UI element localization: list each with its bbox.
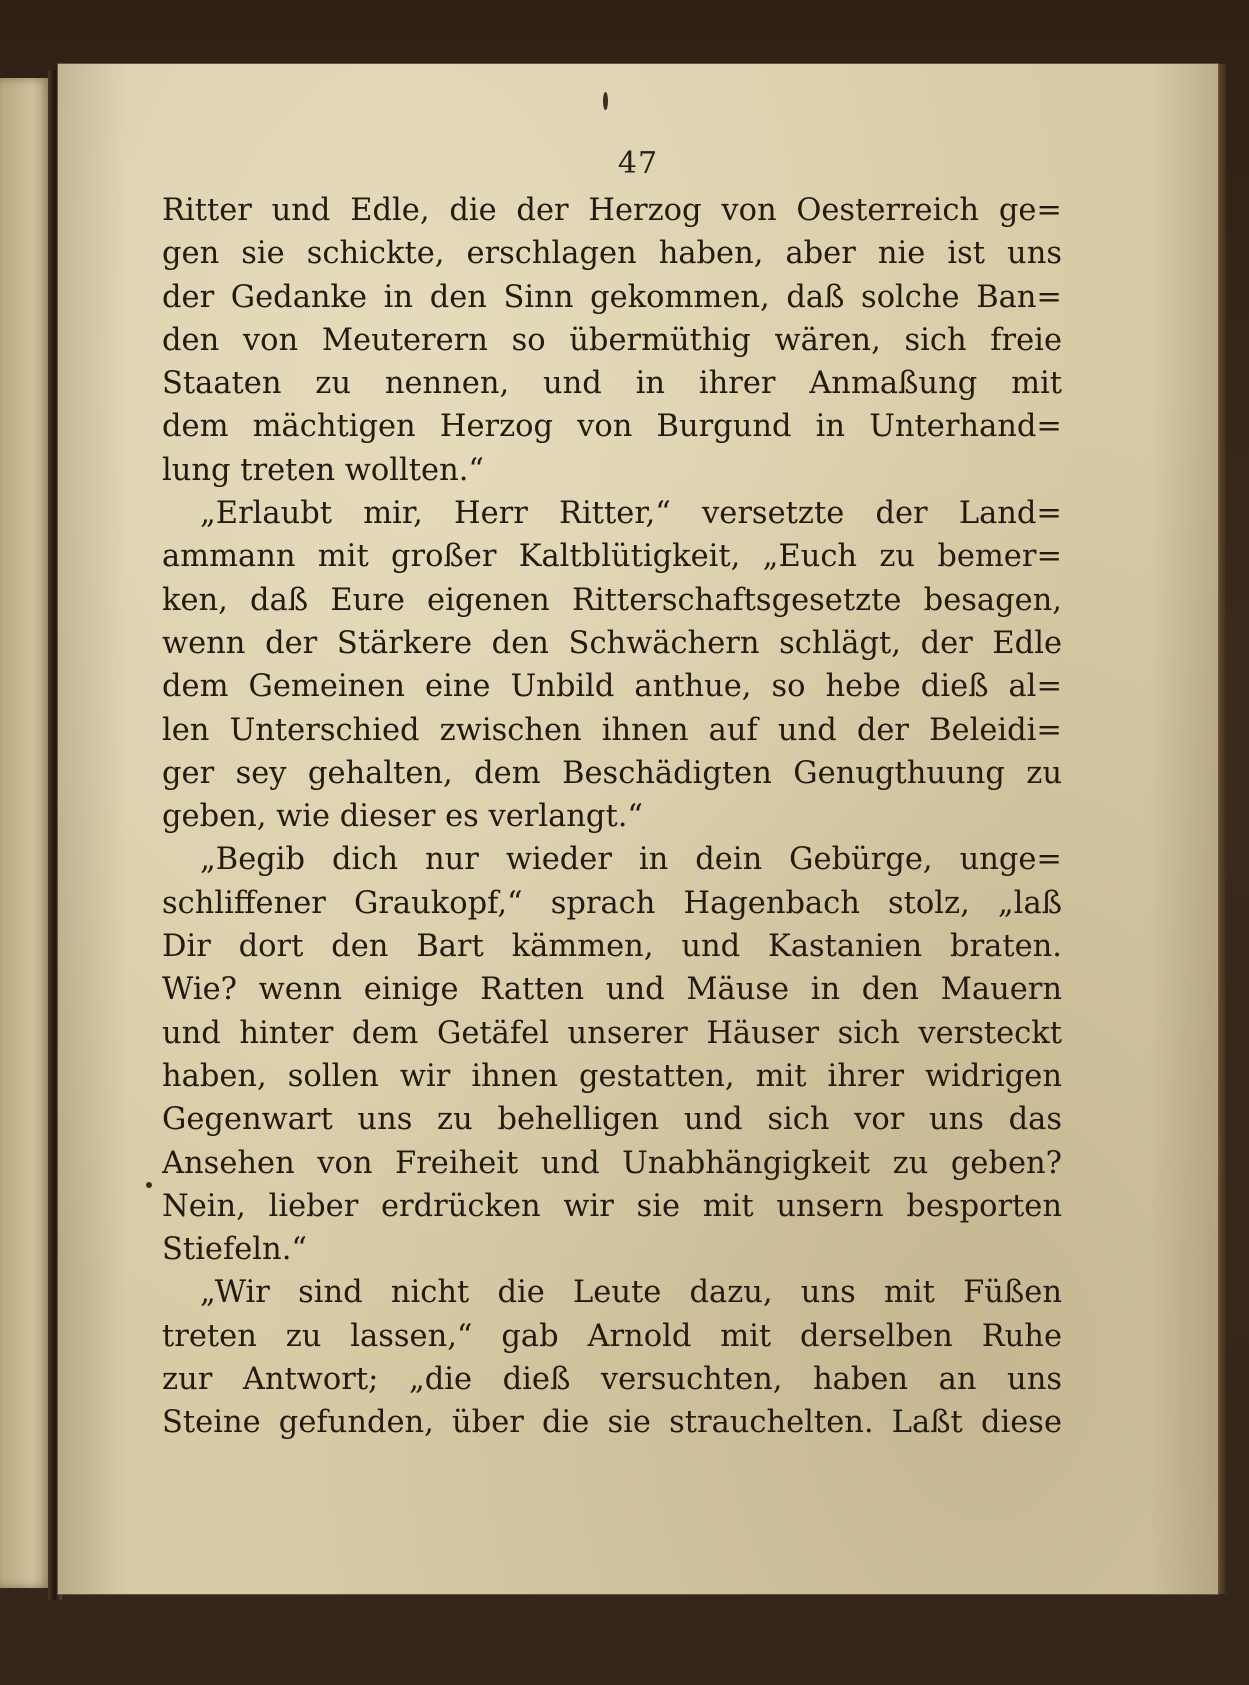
text-line: dem Gemeinen eine Unbild anthue, so hebe dieß al= [162,669,1062,705]
text-line: Gegenwart uns zu behelligen und sich vor uns das [162,1102,1062,1138]
text-line: Steine gefunden, über die sie strauchelten. Laßt diese [162,1405,1062,1441]
text-line: „Erlaubt mir, Herr Ritter,“ versetzte der Land= [200,496,1062,532]
text-line: „Begib dich nur wieder in dein Gebürge, unge= [200,842,1062,878]
left-page-edge [0,78,52,1588]
text-line: wenn der Stärkere den Schwächern schlägt, der Edle [162,625,1062,661]
text-line: ammann mit großer Kaltblütigkeit, „Euch zu bemer= [162,539,1062,575]
page-number: 47 [617,146,659,181]
text-line: Dir dort den Bart kämmen, und Kastanien braten. [162,929,1062,965]
text-line: „Wir sind nicht die Leute dazu, uns mit Füßen [200,1275,1062,1311]
text-line: Staaten zu nennen, und in ihrer Anmaßung mit [162,366,1062,402]
book-page [58,64,1218,1594]
text-line: dem mächtigen Herzog von Burgund in Unterhand= [162,409,1062,445]
text-line: Stiefeln.“ [162,1232,307,1268]
text-line: schliffener Graukopf,“ sprach Hagenbach stolz, „laß [162,885,1062,921]
ink-speck [603,92,608,110]
text-line: Wie? wenn einige Ratten und Mäuse in den Mauern [162,972,1062,1008]
text-line: lung treten wollten.“ [162,452,485,488]
text-line: geben, wie dieser es verlangt.“ [162,799,644,835]
text-line: ger sey gehalten, dem Beschädigten Genugthuung zu [162,755,1062,791]
ink-speck [146,1182,152,1188]
text-line: len Unterschied zwischen ihnen auf und der Beleidi= [162,712,1062,748]
text-line: haben, sollen wir ihnen gestatten, mit ihrer widrigen [162,1058,1062,1094]
text-line: der Gedanke in den Sinn gekommen, daß solche Ban= [162,279,1062,315]
text-line: den von Meuterern so übermüthig wären, sich freie [162,322,1062,358]
text-line: treten zu lassen,“ gab Arnold mit derselben Ruhe [162,1318,1062,1354]
text-line: Ansehen von Freiheit und Unabhängigkeit zu geben? [162,1145,1062,1181]
text-line: Ritter und Edle, die der Herzog von Oesterreich ge= [162,193,1062,228]
text-line: gen sie schickte, erschlagen haben, aber nie ist uns [162,236,1062,272]
page-body-text [162,189,1062,1445]
text-line: Nein, lieber erdrücken wir sie mit unsern besporten [162,1188,1062,1224]
text-line: ken, daß Eure eigenen Ritterschaftsgesetzte besagen, [162,582,1062,618]
text-line: und hinter dem Getäfel unserer Häuser sich versteckt [162,1015,1062,1051]
text-line: zur Antwort; „die dieß versuchten, haben an uns [162,1362,1062,1398]
